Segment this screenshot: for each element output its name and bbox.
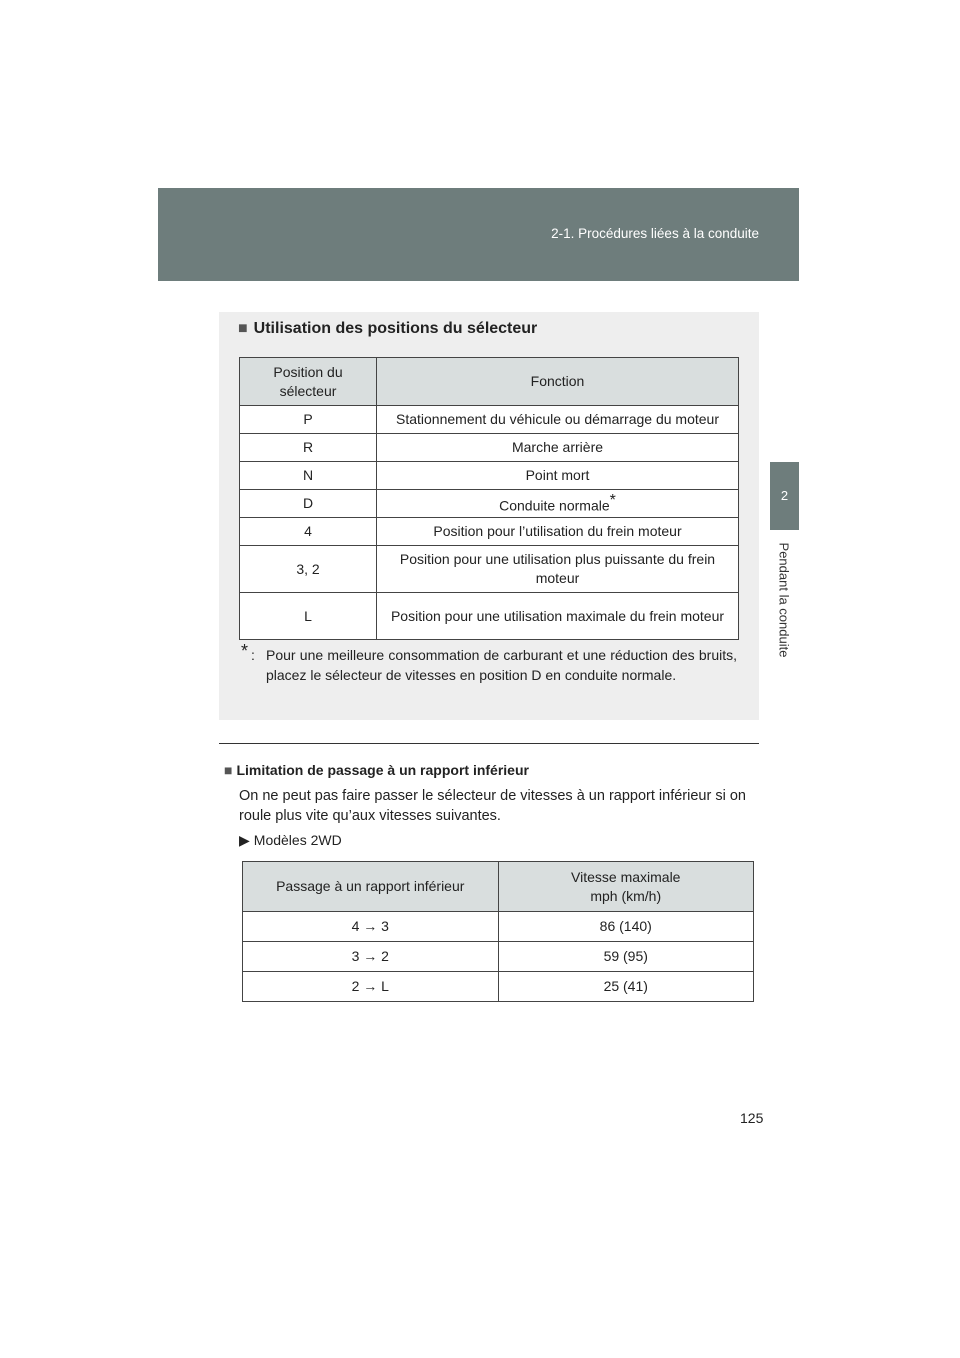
selector-heading-text: Utilisation des positions du sélecteur	[253, 320, 538, 337]
table-cell	[377, 490, 739, 518]
model-label-text: Modèles 2WD	[253, 832, 342, 848]
table-row	[243, 942, 754, 972]
divider	[219, 743, 759, 744]
table-row	[240, 406, 739, 434]
table-row	[240, 434, 739, 462]
footnote	[241, 641, 737, 685]
table-header-cell: Position du sélecteur	[240, 358, 377, 406]
table-row	[243, 912, 754, 942]
table-row	[240, 593, 739, 640]
header-line: mph (km/h)	[590, 887, 662, 904]
footnote-colon: :	[251, 647, 255, 663]
table-cell: Marche arrière	[377, 434, 739, 462]
table-row	[240, 546, 739, 593]
table-cell: N	[240, 462, 377, 490]
table-cell: Position pour l’utilisation du frein moteur	[377, 518, 739, 546]
table-cell: D	[240, 490, 377, 518]
square-bullet-icon: ■	[224, 762, 233, 778]
table-cell: Position pour une utilisation maximale du frein moteur	[377, 593, 739, 640]
chapter-tab	[770, 462, 799, 530]
footnote-text: Pour une meilleure consommation de carburant et une réduction des bruits, placez le sélecteur de vitesses en position D en conduite normale.	[266, 647, 737, 683]
table-header-row	[240, 358, 739, 406]
selector-positions-table	[239, 357, 739, 640]
cell-text: Conduite normale	[499, 497, 610, 514]
downshift-heading	[224, 762, 529, 778]
table-header-row	[243, 862, 754, 912]
model-label	[239, 832, 342, 849]
chapter-number: 2	[780, 488, 789, 503]
triangle-right-icon: ▶	[239, 832, 250, 848]
table-row	[243, 972, 754, 1002]
table-cell: 25 (41)	[498, 972, 754, 1002]
footnote-mark: *	[609, 492, 616, 510]
table-header-cell: Fonction	[377, 358, 739, 406]
table-header-cell	[498, 862, 754, 912]
section-title: 2-1. Procédures liées à la conduite	[551, 226, 759, 241]
table-cell: 4 → 3	[243, 912, 499, 942]
table-cell: 3 → 2	[243, 942, 499, 972]
chapter-header-band	[158, 188, 799, 281]
downshift-heading-text: Limitation de passage à un rapport inférieur	[236, 762, 529, 778]
table-cell: Stationnement du véhicule ou démarrage du moteur	[377, 406, 739, 434]
table-cell: L	[240, 593, 377, 640]
downshift-paragraph: On ne peut pas faire passer le sélecteur de vitesses à un rapport inférieur si on roule plus vite qu’aux vitesses suivantes.	[239, 788, 746, 824]
square-bullet-icon: ■	[238, 320, 248, 337]
page-number: 125	[740, 1110, 764, 1126]
table-cell: Point mort	[377, 462, 739, 490]
header-line: Vitesse maximale	[571, 868, 681, 885]
selector-heading	[238, 320, 537, 338]
table-row	[240, 490, 739, 518]
table-cell: Position pour une utilisation plus puissante du frein moteur	[377, 546, 739, 593]
table-cell: 3, 2	[240, 546, 377, 593]
table-cell: 59 (95)	[498, 942, 754, 972]
table-cell: R	[240, 434, 377, 462]
table-cell: 4	[240, 518, 377, 546]
table-cell: 2 → L	[243, 972, 499, 1002]
table-row	[240, 518, 739, 546]
downshift-speed-table	[242, 861, 754, 1002]
table-cell: 86 (140)	[498, 912, 754, 942]
footnote-star: *	[241, 641, 249, 661]
table-header-cell: Passage à un rapport inférieur	[243, 862, 499, 912]
table-cell: P	[240, 406, 377, 434]
table-row	[240, 462, 739, 490]
chapter-label: Pendant la conduite	[776, 542, 792, 658]
